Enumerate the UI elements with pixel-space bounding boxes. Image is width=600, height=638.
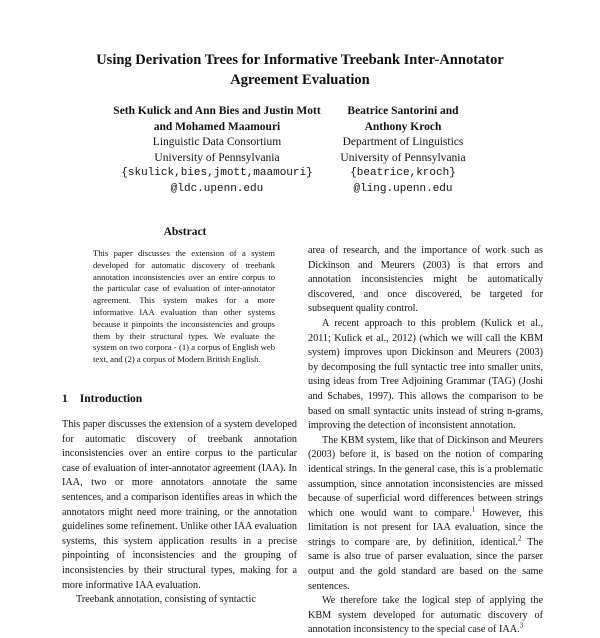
- footnote-marker[interactable]: 3: [519, 622, 524, 631]
- author-email-domain: @ldc.upenn.edu: [170, 182, 264, 195]
- intro-paragraph-2: Treebank annotation, consisting of syntactic: [76, 594, 256, 606]
- section-number: 1: [62, 393, 68, 405]
- author-names-line1: Seth Kulick and Ann Bies and Justin Mott: [113, 105, 321, 117]
- author-email-users: {skulick,bies,jmott,maamouri}: [121, 167, 313, 179]
- author-block-ldc: [84, 104, 350, 197]
- author-affiliation: Linguistic Data Consortium: [152, 136, 282, 148]
- author-email-users: {beatrice,kroch}: [350, 167, 456, 179]
- author-names-line1: Beatrice Santorini and: [347, 105, 459, 117]
- author-names-line2: and Mohamed Maamouri: [153, 120, 281, 133]
- paragraph-text: The KBM system, like that of Dickinson and Meurers (2003) before it, is based on the notion of comparing identical strings. In the general case, this is a problematic assumption, since annotation inconsistencies are missed because of superficial word differences between strings which one would want to compare.: [308, 434, 543, 519]
- body-paragraph-continued: area of research, and the importance of work such as Dickinson and Meurers (2003) is that errors and annotation inconsistencies might be automatically discovered, and once discovered, be targeted for subsequent quality control.: [308, 245, 543, 315]
- body-paragraph-iaa: [308, 594, 543, 638]
- left-column-body: [62, 418, 297, 608]
- footnote-marker[interactable]: 2: [518, 534, 522, 543]
- right-column-body: [308, 244, 543, 638]
- body-paragraph-kbm-approach: A recent approach to this problem (Kulick et al., 2011; Kulick et al., 2012) (which we will call the KBM system) improves upon Dickinson and Meurers (2003) by decomposing the full syntactic tree into smaller units, using ideas from Tree Adjoining Grammar (TAG) (Joshi and Schabes, 1997). This allows the comparison to be based on small syntactic units instead of string n-grams, improving the detection of inconsistent annotation.: [308, 317, 543, 432]
- section-heading-introduction: [62, 393, 142, 405]
- abstract-heading: Abstract: [163, 226, 207, 238]
- paper-title: Using Derivation Trees for Informative Treebank Inter-Annotator Agreement Evaluation: [96, 52, 504, 88]
- intro-paragraph-1: This paper discusses the extension of a system developed for automatic discovery of treebank annotation inconsistencies over an entire corpus to the particular case of evaluation of inter-annotator agreement (IAA). In IAA, two or more annotators annotate the same sentences, and a comparison identifies areas in which the annotators might need more training, or the annotation guidelines some refinement. Unlike other IAA evaluation systems, this system application results in a precise pinpointing of inconsistencies and the grouping of inconsistencies by their structural types, making for a more informative IAA evaluation.: [62, 419, 297, 591]
- paragraph-text: The same is also true of parser evaluation, since the parser output and the gold standard are based on the same sentences.: [308, 536, 543, 592]
- author-university: University of Pennsylvania: [154, 151, 280, 164]
- footnote-marker[interactable]: 1: [471, 505, 476, 514]
- section-title: Introduction: [79, 393, 143, 405]
- abstract-text: This paper discusses the extension of a system developed for automatic discovery of treebank annotation inconsistencies over an entire corpus to the particular case of evaluation of inter-annotator agreement. This system makes for a more informative IAA evaluation than other systems because it pinpoints the inconsistencies and groups them by their structural types. We evaluate the system on two corpora - (1) a corpus of English web text, and (2) a corpus of Modern British English.: [93, 248, 275, 365]
- author-university: University of Pennsylvania: [340, 151, 466, 164]
- author-affiliation: Department of Linguistics: [342, 136, 464, 148]
- body-paragraph-kbm-strings: [308, 434, 543, 595]
- author-block-linguistics: [318, 104, 488, 197]
- paragraph-text: We therefore take the logical step of applying the KBM system developed for automatic discovery of annotation inconsistency to the special case of IAA.: [308, 595, 543, 636]
- paragraph-text: However, this limitation is not present for IAA evaluation, since the strings to compare are, by definition, identical.: [308, 507, 543, 548]
- author-names-line2: Anthony Kroch: [364, 120, 442, 133]
- author-email-domain: @ling.upenn.edu: [353, 182, 453, 195]
